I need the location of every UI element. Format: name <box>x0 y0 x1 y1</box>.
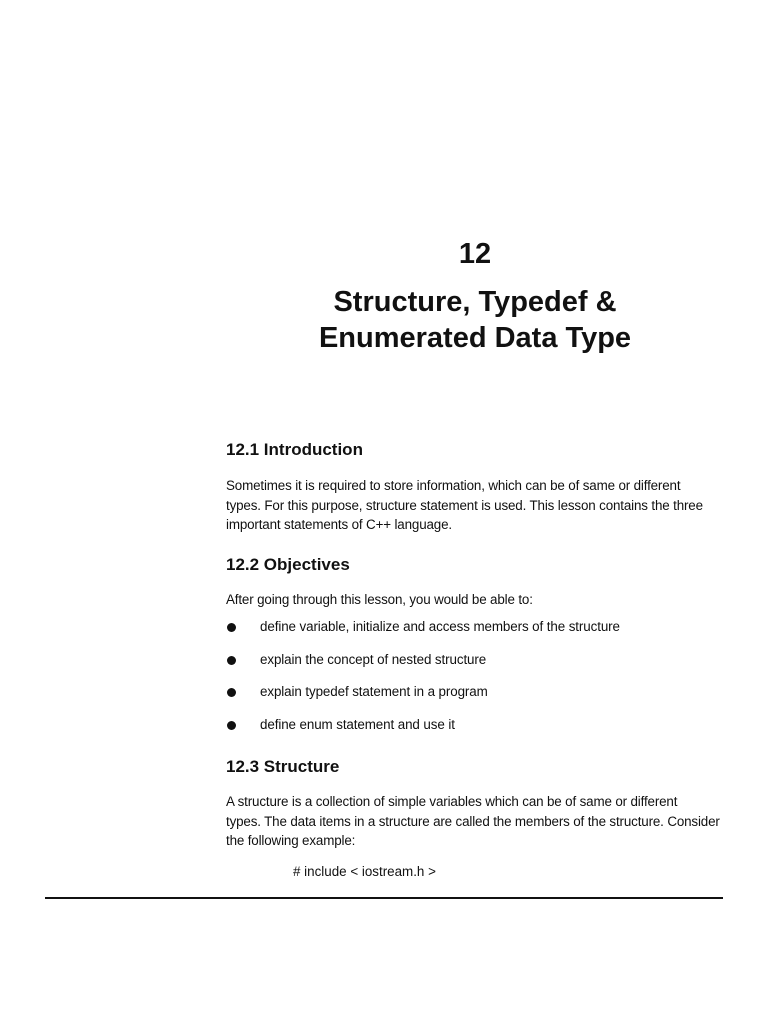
bullet-icon <box>227 688 236 697</box>
bullet-icon <box>227 721 236 730</box>
list-item <box>226 617 724 650</box>
chapter-title-line-1: Structure, Typedef & <box>333 286 617 318</box>
paragraph-line: types. For this purpose, structure statement is used. This lesson contains the three <box>226 497 703 513</box>
paragraph-line: After going through this lesson, you would be able to: <box>226 592 533 607</box>
chapter-title <box>226 284 724 356</box>
list-item-text: explain typedef statement in a program <box>260 684 488 699</box>
section-heading-introduction: 12.1 Introduction <box>226 440 363 459</box>
objectives-lead <box>226 590 724 610</box>
paragraph-line: types. The data items in a structure are called the members of the structure. Consider <box>226 813 720 829</box>
list-item-text: define enum statement and use it <box>260 716 455 732</box>
list-item <box>226 650 724 683</box>
structure-paragraph <box>226 792 724 851</box>
paragraph-line: A structure is a collection of simple variables which can be of same or different <box>226 794 678 809</box>
paragraph-line: Sometimes it is required to store information, which can be of same or different <box>226 478 681 493</box>
chapter-title-line-2: Enumerated Data Type <box>318 322 632 354</box>
chapter-number: 12 <box>458 238 492 270</box>
bullet-icon <box>227 623 236 632</box>
bullet-icon <box>227 656 236 665</box>
objectives-list <box>226 617 724 747</box>
paragraph-line: the following example: <box>226 833 356 848</box>
section-heading-objectives: 12.2 Objectives <box>226 555 350 574</box>
introduction-paragraph <box>226 476 724 535</box>
list-item-text: define variable, initialize and access members of the structure <box>260 619 620 634</box>
section-heading-structure: 12.3 Structure <box>226 757 340 776</box>
paragraph-line: important statements of C++ language. <box>226 517 452 532</box>
list-item-text: explain the concept of nested structure <box>260 651 487 667</box>
list-item <box>226 715 724 748</box>
code-example: # include < iostream.h > <box>293 864 436 879</box>
page-divider <box>45 897 723 899</box>
list-item <box>226 682 724 715</box>
